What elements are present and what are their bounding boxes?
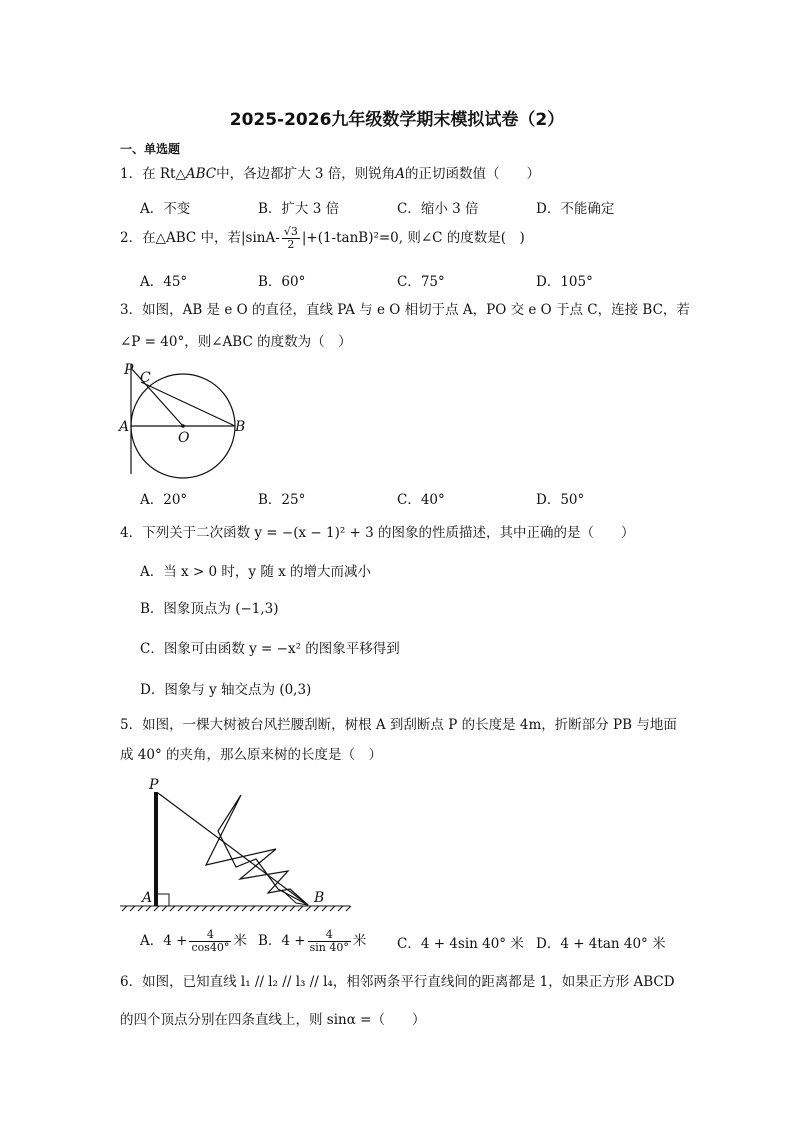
q4-option-d: D．图象与 y 轴交点为 (0,3) xyxy=(140,682,312,698)
q1-angle: A xyxy=(395,166,406,182)
label-b: B xyxy=(314,890,325,906)
q3-option-b: B．25° xyxy=(258,492,306,508)
q5-a-fraction xyxy=(189,929,231,954)
q1-option-b: B．扩大 3 倍 xyxy=(258,201,340,217)
right-angle-mark xyxy=(158,894,169,906)
q2-option-d: D．105° xyxy=(536,274,593,290)
q2-frac-num: √3 xyxy=(283,225,298,238)
q5-b-prefix: B．4 + xyxy=(258,933,306,949)
q5-option-c: C．4 + 4sin 40° 米 xyxy=(397,936,524,952)
foliage-zigzag xyxy=(206,795,308,905)
q3-option-c: C．40° xyxy=(397,492,445,508)
center-point-o xyxy=(181,424,185,428)
question-5-line-1: 5．如图，一棵大树被台风拦腰刮断，树根 A 到刮断点 P 的长度是 4m，折断部分 PB 与地面 xyxy=(120,717,677,733)
q2-option-b: B．60° xyxy=(258,274,306,290)
q3-option-d: D．50° xyxy=(536,492,585,508)
q5-tree-figure xyxy=(118,775,358,915)
page-title: 2025-2026九年级数学期末模拟试卷（2） xyxy=(229,110,565,130)
q1-option-a: A．不变 xyxy=(140,201,191,217)
label-a: A xyxy=(142,890,153,906)
q5-option-a xyxy=(140,929,247,954)
q1-option-d: D．不能确定 xyxy=(536,201,615,217)
q1-text-b: 中，各边都扩大 3 倍，则锐角 xyxy=(216,166,396,182)
q5-b-unit: 米 xyxy=(352,933,367,949)
question-4: 4．下列关于二次函数 y = −(x − 1)² + 3 的图象的性质描述，其中正确的是（ ） xyxy=(120,525,635,541)
q5-option-b xyxy=(258,929,366,954)
q2-frac-den: 2 xyxy=(287,238,295,251)
label-p: P xyxy=(149,777,159,793)
q2-text-b: |+(1-tanB)²=0, 则∠C 的度数是( ) xyxy=(301,230,525,246)
question-3-line-2: ∠P = 40°，则∠ABC 的度数为（ ） xyxy=(120,334,352,350)
q1-text-a: 1．在 Rt△ xyxy=(120,166,186,182)
q2-option-a: A．45° xyxy=(140,274,188,290)
question-1 xyxy=(120,164,540,184)
q5-a-num: 4 xyxy=(189,929,231,942)
label-a: A xyxy=(119,419,130,435)
q2-fraction xyxy=(282,226,300,251)
q1-triangle: ABC xyxy=(185,166,217,182)
label-o: O xyxy=(178,430,190,446)
q5-b-fraction xyxy=(308,929,351,954)
q5-a-den: cos40° xyxy=(191,941,230,954)
section-heading: 一、单选题 xyxy=(120,142,181,156)
q2-text-a: 2．在△ABC 中，若|sinA- xyxy=(120,230,280,246)
line-bc xyxy=(141,382,235,426)
q1-text-c: 的正切函数值（ ） xyxy=(405,166,541,182)
q5-b-den: sin 40° xyxy=(309,941,349,954)
q4-option-a: A．当 x > 0 时，y 随 x 的增大而减小 xyxy=(140,564,372,580)
question-2 xyxy=(120,226,525,251)
question-5-line-2: 成 40° 的夹角，那么原来树的长度是（ ） xyxy=(120,747,383,763)
q3-option-a: A．20° xyxy=(140,492,188,508)
question-3-line-1: 3．如图，AB 是 e O 的直径，直线 PA 与 e O 相切于点 A，PO 交 e O 于点 C，连接 BC，若 xyxy=(120,302,690,318)
ground-hatching xyxy=(120,906,351,911)
label-c: C xyxy=(140,370,151,386)
q2-option-c: C．75° xyxy=(397,274,445,290)
q1-option-c: C．缩小 3 倍 xyxy=(397,201,479,217)
q5-b-num: 4 xyxy=(308,929,351,942)
label-p: P xyxy=(124,362,134,378)
q3-circle-figure xyxy=(118,360,268,480)
line-po xyxy=(131,368,183,426)
label-b: B xyxy=(235,419,246,435)
q5-option-d: D．4 + 4tan 40° 米 xyxy=(536,936,666,952)
question-6-line-1: 6．如图，已知直线 l₁ // l₂ // l₃ // l₄，相邻两条平行直线间的距离都是 1，如果正方形 ABCD xyxy=(120,974,675,990)
q5-a-unit: 米 xyxy=(233,933,247,949)
question-6-line-2: 的四个顶点分别在四条直线上，则 sinα =（ ） xyxy=(120,1012,426,1028)
q5-a-prefix: A．4 + xyxy=(140,933,188,949)
q4-option-c: C．图象可由函数 y = −x² 的图象平移得到 xyxy=(140,641,400,657)
tree-trunk xyxy=(154,792,158,906)
q4-option-b: B．图象顶点为 (−1,3) xyxy=(140,601,279,617)
